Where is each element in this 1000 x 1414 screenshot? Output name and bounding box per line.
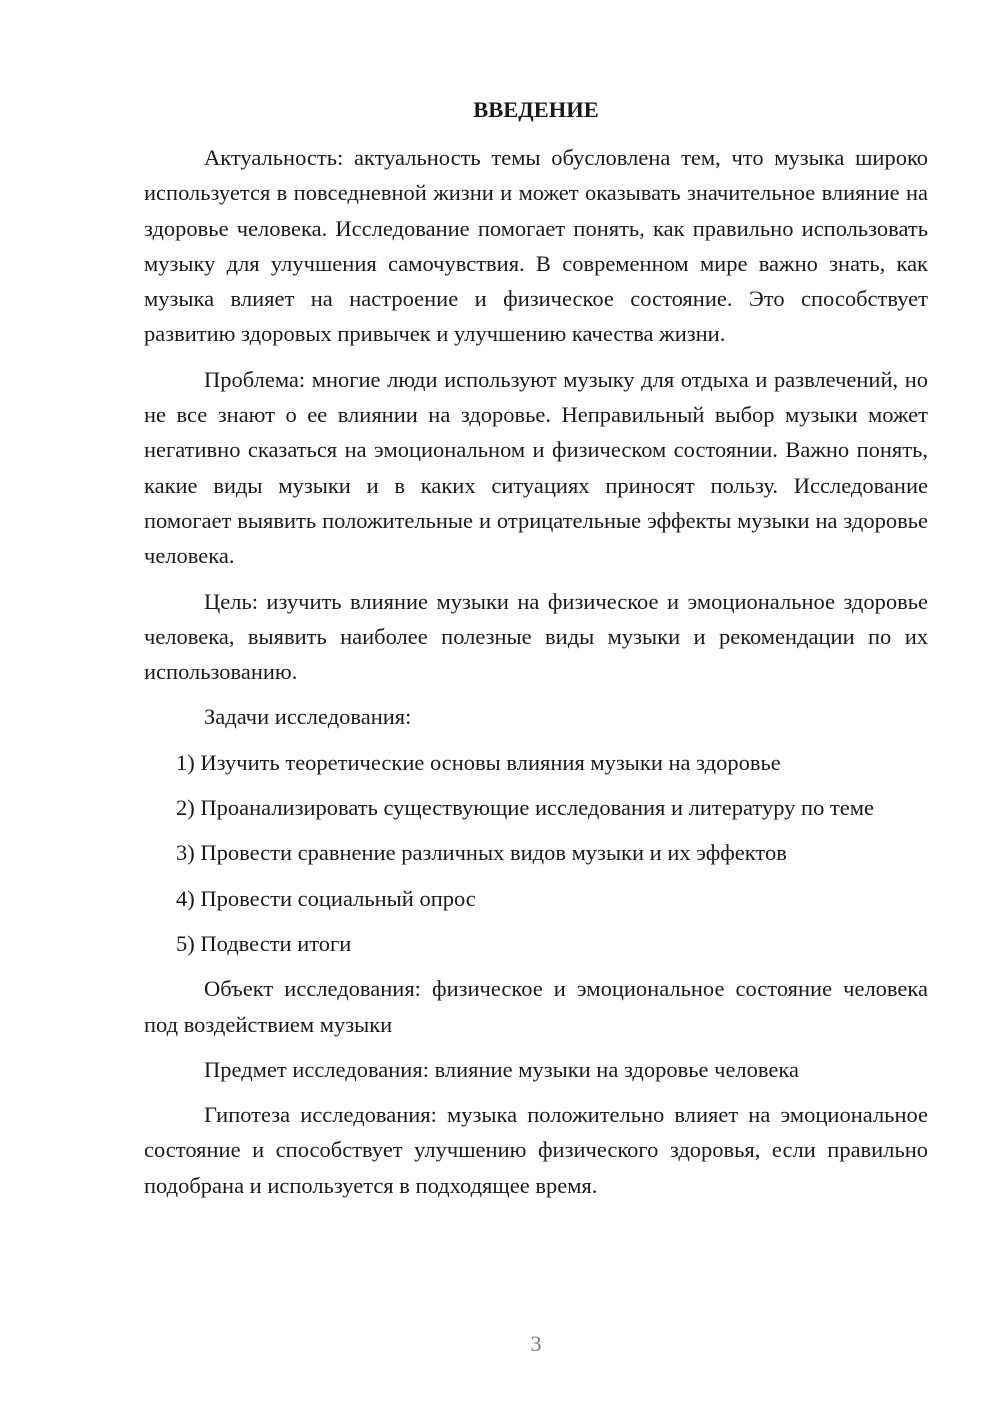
- task-item-1: 1) Изучить теоретические основы влияния музыки на здоровье: [176, 749, 781, 775]
- page-title: ВВЕДЕНИЕ: [473, 97, 599, 122]
- page-number: 3: [530, 1331, 542, 1356]
- paragraph-object: Объект исследования: физическое и эмоциональное состояние человека под воздействием музыки: [144, 976, 928, 1037]
- paragraph-problem: Проблема: многие люди используют музыку для отдыха и развлечений, но не все знают о ее влиянии на здоровье. Неправильный выбор музыки может негативно сказаться на эмоциональном и физическом состоянии. Важно понять, какие виды музыки и в каких ситуациях приносят пользу. Исследование помогает выявить положительные и отрицательные эффекты музыки на здоровье человека.: [144, 366, 928, 569]
- paragraph-goal: Цель: изучить влияние музыки на физическое и эмоциональное здоровье человека, выявить наиболее полезные виды музыки и рекомендации по их использованию.: [144, 588, 928, 685]
- task-item-5: 5) Подвести итоги: [176, 930, 352, 956]
- document-page: [144, 92, 928, 1213]
- paragraph-relevance: Актуальность: актуальность темы обусловлена тем, что музыка широко используется в повседневной жизни и может оказывать значительное влияние на здоровье человека. Исследование помогает понять, как правильно использовать музыку для улучшения самочувствия. В современном мире важно знать, как музыка влияет на настроение и физическое состояние. Это способствует развитию здоровых привычек и улучшению качества жизни.: [144, 145, 928, 347]
- paragraph-hypothesis: Гипотеза исследования: музыка положительно влияет на эмоциональное состояние и способствует улучшению физического здоровья, если правильно подобрана и используется в подходящее время.: [144, 1102, 928, 1198]
- paragraph-subject: Предмет исследования: влияние музыки на здоровье человека: [204, 1056, 799, 1082]
- task-item-4: 4) Провести социальный опрос: [176, 885, 476, 911]
- tasks-heading: Задачи исследования:: [204, 704, 412, 730]
- task-item-3: 3) Провести сравнение различных видов музыки и их эффектов: [176, 840, 787, 866]
- task-item-2: 2) Проанализировать существующие исследования и литературу по теме: [176, 795, 874, 821]
